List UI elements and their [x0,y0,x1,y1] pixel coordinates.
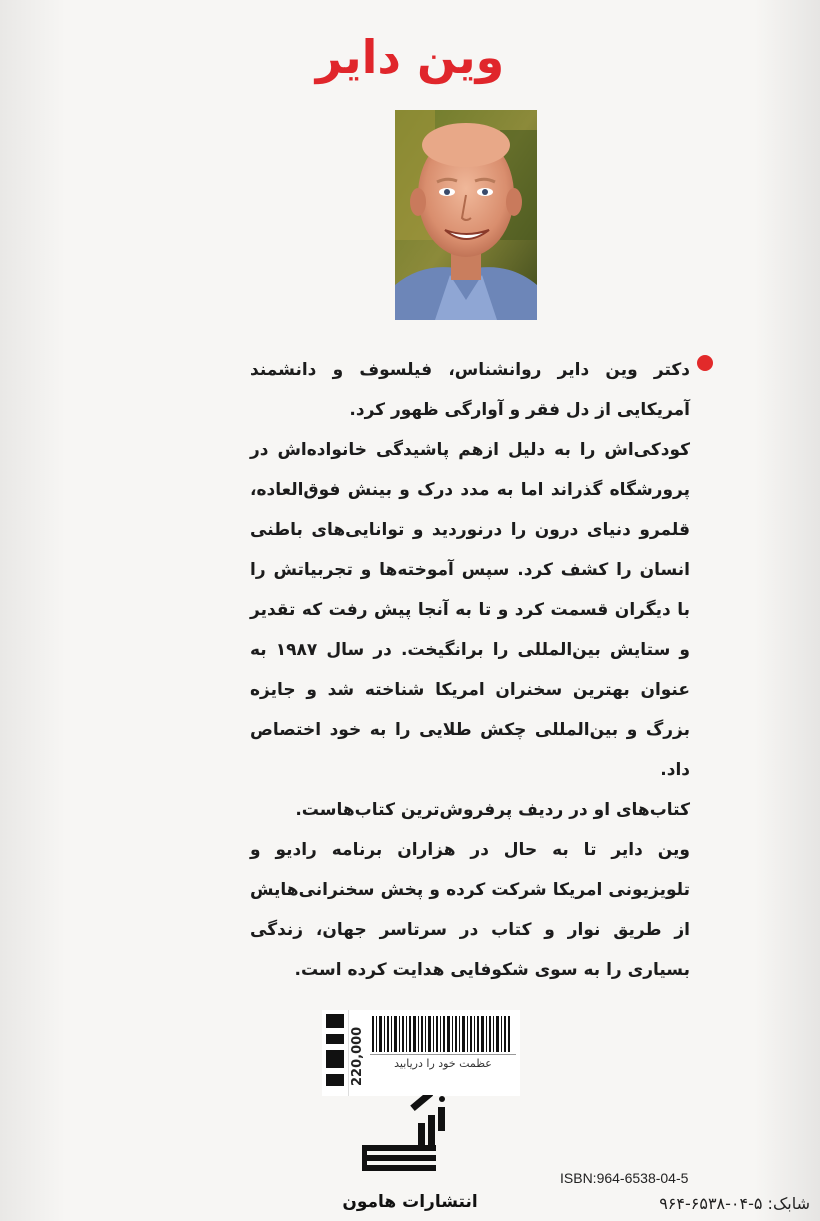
red-bullet-icon [697,355,713,371]
isbn-persian: شابک: ۵-۰۴-۶۵۳۸-۹۶۴ [659,1194,810,1213]
price-label: 220,000 [350,1026,365,1086]
isbn-latin: ISBN:964-6538-04-5 [560,1170,689,1186]
sticker-color-strip [322,1010,349,1096]
author-biography [250,350,690,990]
price-barcode-sticker [322,1010,520,1096]
portrait-image [395,110,537,320]
author-name-title: وین دایر [315,30,505,84]
sticker-book-title: عظمت خود را دریابید [370,1054,516,1070]
bio-paragraph: کتاب‌های او در ردیف پرفروش‌ترین کتاب‌هاست. [295,800,690,820]
barcode-icon [370,1016,512,1052]
bio-paragraph: وین دایر تا به حال در هزاران برنامه رادیو و تلویزیونی امریکا شرکت کرده و پخش سخنرانی‌هایش از طریق نوار و کتاب در سرتاسر جهان، زندگی بسیاری را به سوی شکوفایی هدایت کرده است. [250,840,690,980]
author-portrait [395,110,537,320]
publisher-logo-icon [358,1095,460,1190]
bio-paragraph: کودکی‌اش را به دلیل ازهم پاشیدگی خانواده‌اش در پرورشگاه گذراند اما به مدد درک و بینش فوق‌العاده، قلمرو دنیای درون را درنوردید و توانایی‌های باطنی انسان را کشف کرد. سپس آموخته‌ها و تجربیاتش را با دیگران قسمت کرد و تا به آنجا پیش رفت که تقدیر و ستایش بین‌المللی را برانگیخت. در سال ۱۹۸۷ به عنوان بهترین سخنران امریکا شناخته شد و جایزه بزرگ و بین‌المللی چکش طلایی را به خود اختصاص داد. [250,440,690,780]
publisher-name: انتشارات هامون [342,1192,478,1212]
bio-paragraph: دکتر وین دایر روانشناس، فیلسوف و دانشمند آمریکایی از دل فقر و آوارگی ظهور کرد. [250,360,690,420]
